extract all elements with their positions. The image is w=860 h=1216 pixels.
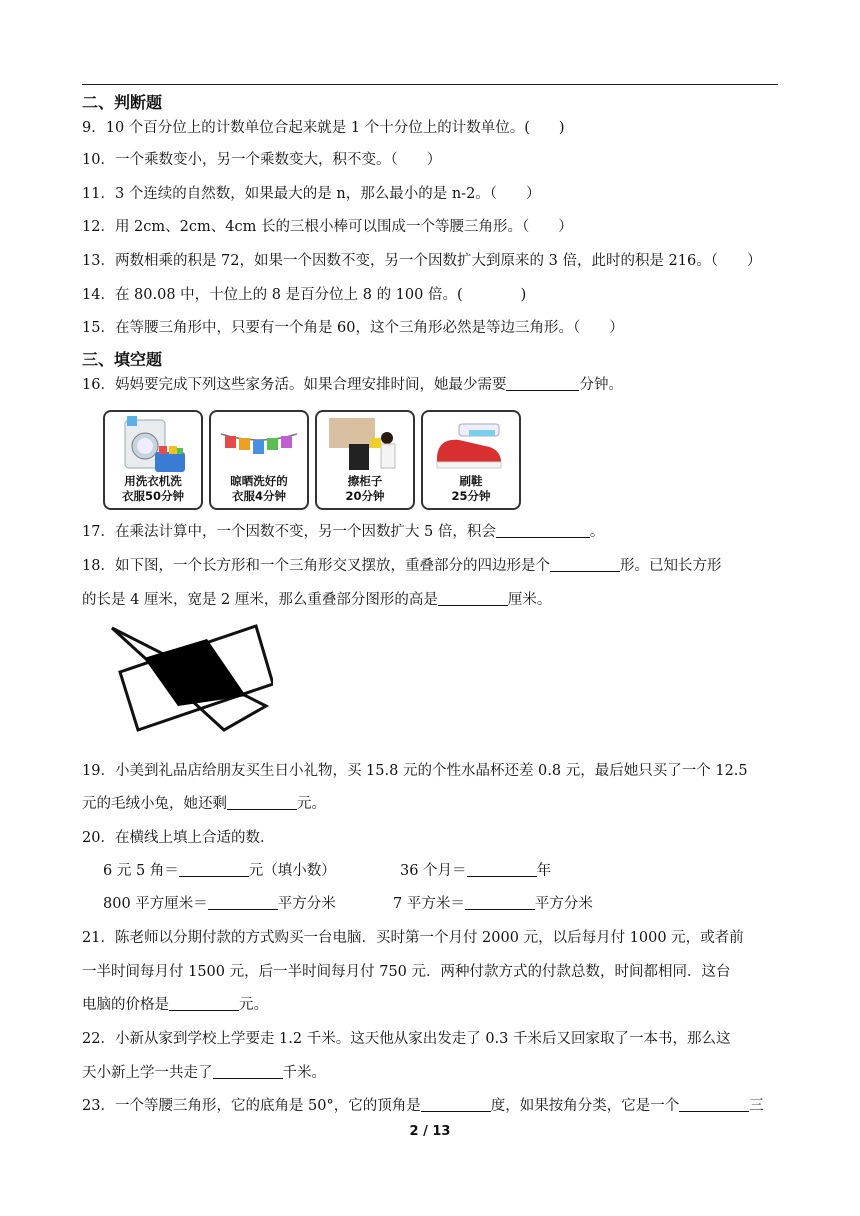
q20-item-4 bbox=[393, 894, 593, 914]
question-21-line2: 一半时间每月付 1500 元，后一半时间每月付 750 元．两种付款方式的付款总数，时间都相同．这台 bbox=[82, 964, 731, 980]
q20-text: 7 平方米＝ bbox=[393, 896, 465, 912]
question-11: 11．3 个连续的自然数，如果最大的是 n，那么最小的是 n-2。（ ） bbox=[82, 186, 541, 202]
card-caption-line1: 刷鞋 bbox=[459, 474, 483, 488]
question-22-line1: 22．小新从家到学校上学要走 1.2 千米。这天他从家出发走了 0.3 千米后又回家取了一本书，那么这 bbox=[82, 1031, 731, 1047]
card-caption-line1: 擦柜子 bbox=[347, 474, 383, 488]
q20-text: 平方分米 bbox=[277, 896, 336, 912]
clothesline-icon bbox=[217, 416, 301, 476]
card-caption-line2: 衣服50分钟 bbox=[121, 489, 184, 503]
q22-blank[interactable] bbox=[213, 1065, 283, 1079]
q21-blank[interactable] bbox=[169, 997, 239, 1011]
q22-text-b: 天小新上学一共走了 bbox=[82, 1065, 213, 1081]
q19-text-b: 元的毛绒小兔，她还剩 bbox=[82, 796, 227, 812]
q20-item-2 bbox=[400, 861, 551, 881]
section-title-judgement: 二、判断题 bbox=[82, 93, 163, 112]
question-10: 10．一个乘数变小，另一个乘数变大，积不变。（ ） bbox=[82, 152, 442, 168]
q20-text: 元（填小数） bbox=[248, 863, 336, 879]
washing-machine-icon bbox=[111, 416, 195, 476]
section-title-fill: 三、填空题 bbox=[82, 350, 163, 369]
q17-text-a: 17．在乘法计算中，一个因数不变，另一个因数扩大 5 倍，积会 bbox=[82, 524, 496, 540]
q19-text-c: 元。 bbox=[297, 796, 326, 812]
card-caption-line2: 20分钟 bbox=[345, 489, 385, 503]
cabinet-cleaning-icon bbox=[323, 416, 407, 476]
q22-text-c: 千米。 bbox=[282, 1065, 326, 1081]
question-16 bbox=[82, 375, 623, 395]
q16-text-a: 16．妈妈要完成下列这些家务活。如果合理安排时间，她最少需要 bbox=[82, 377, 507, 393]
q20-blank-3[interactable] bbox=[208, 896, 278, 910]
question-21-line1: 21．陈老师以分期付款的方式购买一台电脑．买时第一个月付 2000 元，以后每月付 1000 元，或者前 bbox=[82, 930, 744, 946]
question-19-line1: 19．小美到礼品店给朋友买生日小礼物，买 15.8 元的个性水晶杯还差 0.8 元，最后她只买了一个 12.5 bbox=[82, 763, 748, 779]
q20-text: 36 个月＝ bbox=[400, 863, 467, 879]
q19-blank[interactable] bbox=[227, 796, 297, 810]
question-13: 13．两数相乘的积是 72，如果一个因数不变，另一个因数扩大到原来的 3 倍，此时的积是 216。（ ） bbox=[82, 253, 762, 269]
chore-card-shoes bbox=[421, 410, 521, 510]
question-22-line2 bbox=[82, 1063, 326, 1083]
q21-text-c: 电脑的价格是 bbox=[82, 997, 169, 1013]
card-caption-line1: 用洗衣机洗 bbox=[124, 474, 182, 488]
question-23 bbox=[82, 1096, 764, 1116]
q18-blank-2[interactable] bbox=[438, 592, 508, 606]
q20-text: 800 平方厘米＝ bbox=[103, 896, 208, 912]
header-rule bbox=[82, 84, 778, 85]
q20-blank-1[interactable] bbox=[179, 863, 249, 877]
q18-text-b: 形。已知长方形 bbox=[619, 558, 722, 574]
q20-text: 6 元 5 角＝ bbox=[103, 863, 179, 879]
question-9: 9．10 个百分位上的计数单位合起来就是 1 个十分位上的计数单位。( ) bbox=[82, 120, 565, 136]
question-14: 14．在 80.08 中，十位上的 8 是百分位上 8 的 100 倍。( ) bbox=[82, 287, 527, 303]
question-19-line2 bbox=[82, 794, 326, 814]
q20-text: 平方分米 bbox=[534, 896, 593, 912]
chore-cards bbox=[103, 410, 523, 510]
q18-text-d: 厘米。 bbox=[507, 592, 552, 608]
q20-item-1 bbox=[103, 861, 336, 881]
rectangle-triangle-figure bbox=[108, 622, 273, 732]
q18-blank-1[interactable] bbox=[550, 558, 620, 572]
question-12: 12．用 2cm、2cm、4cm 长的三根小棒可以围成一个等腰三角形。（ ） bbox=[82, 219, 573, 235]
card-caption-line2: 衣服4分钟 bbox=[231, 489, 286, 503]
q23-text-c: 三 bbox=[749, 1098, 764, 1114]
question-20: 20．在横线上填上合适的数． bbox=[82, 830, 275, 846]
q17-blank[interactable] bbox=[496, 524, 590, 538]
card-caption-line2: 25分钟 bbox=[451, 489, 491, 503]
q20-blank-2[interactable] bbox=[467, 863, 537, 877]
q18-text-c: 的长是 4 厘米，宽是 2 厘米，那么重叠部分图形的高是 bbox=[82, 592, 438, 608]
q16-blank[interactable] bbox=[506, 377, 579, 391]
q18-text-a: 18．如下图，一个长方形和一个三角形交叉摆放，重叠部分的四边形是个 bbox=[82, 558, 550, 574]
card-caption-line1: 晾晒洗好的 bbox=[230, 474, 288, 488]
q23-blank-2[interactable] bbox=[679, 1098, 749, 1112]
page-number: 2 / 13 bbox=[409, 1124, 451, 1139]
q16-text-b: 分钟。 bbox=[579, 377, 623, 393]
q20-item-3 bbox=[103, 894, 336, 914]
chore-card-washing bbox=[103, 410, 203, 510]
question-18-line1 bbox=[82, 556, 721, 576]
question-17 bbox=[82, 522, 604, 542]
q23-text-b: 度，如果按角分类，它是一个 bbox=[490, 1098, 680, 1114]
q20-blank-4[interactable] bbox=[465, 896, 535, 910]
question-18-line2 bbox=[82, 590, 551, 610]
q21-text-d: 元。 bbox=[239, 997, 268, 1013]
chore-card-cabinet bbox=[315, 410, 415, 510]
q23-text-a: 23．一个等腰三角形，它的底角是 50°，它的顶角是 bbox=[82, 1098, 421, 1114]
question-21-line3 bbox=[82, 995, 268, 1015]
q23-blank-1[interactable] bbox=[421, 1098, 491, 1112]
q17-text-b: 。 bbox=[589, 524, 605, 540]
chore-card-hanging bbox=[209, 410, 309, 510]
question-15: 15．在等腰三角形中，只要有一个角是 60，这个三角形必然是等边三角形。（ ） bbox=[82, 320, 624, 336]
q20-text: 年 bbox=[536, 863, 552, 879]
shoe-brushing-icon bbox=[429, 416, 513, 476]
